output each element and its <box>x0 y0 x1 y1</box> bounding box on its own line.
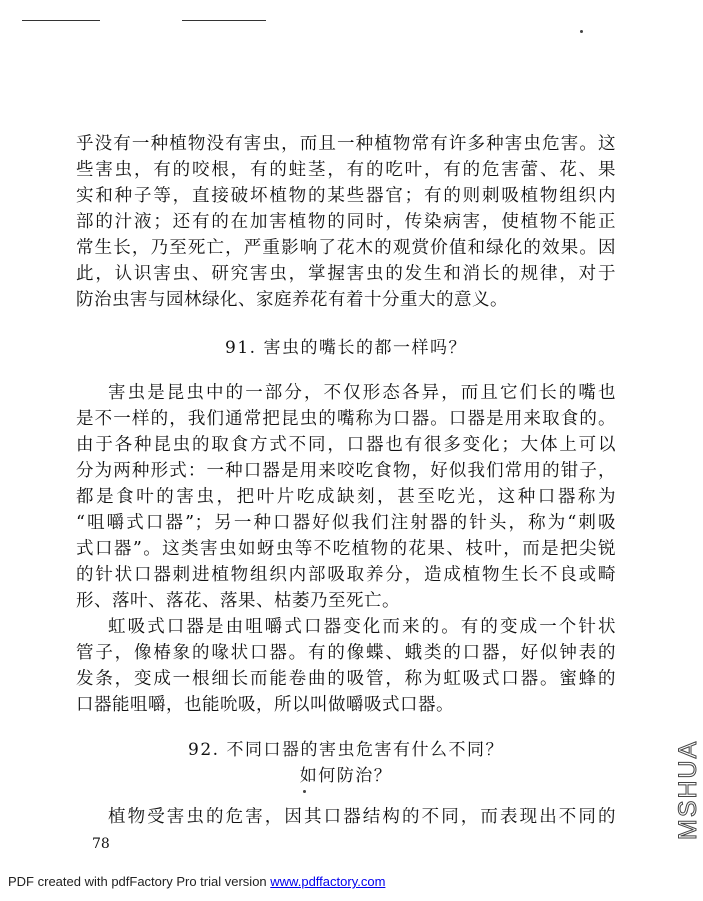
text-line: 害虫是昆虫中的一部分，不仅形态各异，而且它们长的嘴也 <box>108 383 616 403</box>
header-rule-left <box>22 20 100 21</box>
footer-text: PDF created with pdfFactory Pro trial version <box>8 874 267 889</box>
text-line: 虹吸式口器是由咀嚼式口器变化而来的。有的变成一个针状 <box>108 617 616 637</box>
text-line: 乎没有一种植物没有害虫，而且一种植物常有许多种害虫危害。这 <box>76 134 616 154</box>
text-line: 防治虫害与园林绿化、家庭养花有着十分重大的意义。 <box>76 290 508 310</box>
text-line: 的针状口器刺进植物组织内部吸取养分，造成植物生长不良或畸 <box>76 565 616 585</box>
text-line: 管子，像椿象的喙状口器。有的像蝶、蛾类的口器，好似钟表的 <box>76 643 616 663</box>
section-heading-91: 91. 害虫的嘴长的都一样吗？ <box>225 338 467 358</box>
pdf-footer <box>8 874 385 889</box>
text-line: 分为两种形式：一种口器是用来咬吃食物，好似我们常用的钳子， <box>76 461 616 481</box>
text-line: 是不一样的，我们通常把昆虫的嘴称为口器。口器是用来取食的。 <box>76 409 616 429</box>
scan-speck <box>580 30 583 33</box>
header-rule-right <box>182 20 266 21</box>
footer-link[interactable]: www.pdffactory.com <box>270 874 386 889</box>
text-line: “咀嚼式口器”；另一种口器好似我们注射器的针头，称为“刺吸 <box>76 513 616 533</box>
text-line: 常生长，乃至死亡，严重影响了花木的观赏价值和绿化的效果。因 <box>76 238 616 258</box>
text-line: 此，认识害虫、研究害虫，掌握害虫的发生和消长的规律，对于 <box>76 264 616 284</box>
section-heading-92-continued: 如何防治？ <box>299 766 393 786</box>
text-line: 实和种子等，直接破坏植物的某些器官；有的则刺吸植物组织内 <box>76 186 616 206</box>
watermark: MSHUA <box>674 739 702 840</box>
text-line: 形、落叶、落花、落果、枯萎乃至死亡。 <box>76 591 400 611</box>
text-line: 都是食叶的害虫，把叶片吃成缺刻，甚至吃光，这种口器称为 <box>76 487 616 507</box>
text-line: 口器能咀嚼，也能吮吸，所以叫做嚼吸式口器。 <box>76 695 454 715</box>
text-line: 发条，变成一根细长而能卷曲的吸管，称为虹吸式口器。蜜蜂的 <box>76 669 616 689</box>
section-heading-92: 92. 不同口器的害虫危害有什么不同？ <box>188 740 504 760</box>
text-line: 些害虫，有的咬根，有的蛀茎，有的吃叶，有的危害蕾、花、果 <box>76 160 616 180</box>
text-line: 由于各种昆虫的取食方式不同，口器也有很多变化；大体上可以 <box>76 435 616 455</box>
page-number: 78 <box>92 836 110 852</box>
scan-speck <box>303 790 306 793</box>
text-line: 式口器”。这类害虫如蚜虫等不吃植物的花果、枝叶，而是把尖锐 <box>76 539 616 559</box>
section-92-text-line: 植物受害虫的危害，因其口器结构的不同，而表现出不同的 <box>108 807 616 827</box>
text-line: 部的汁液；还有的在加害植物的同时，传染病害，使植物不能正 <box>76 212 616 232</box>
